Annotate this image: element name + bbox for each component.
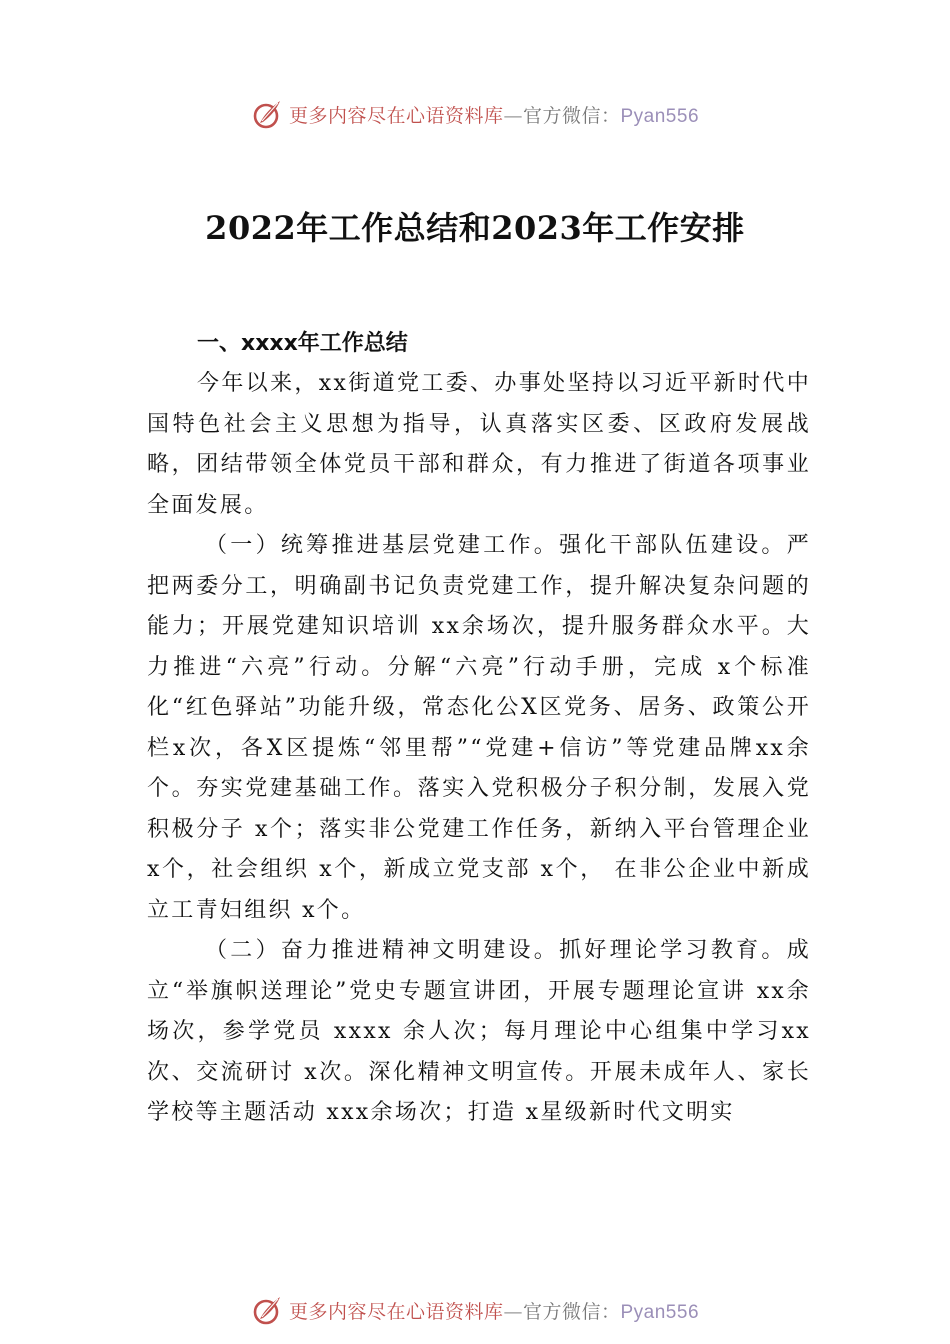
watermark-main: 更多内容尽在心语资料库: [288, 1300, 504, 1323]
section-heading: 一、xxxx年工作总结: [197, 331, 408, 356]
watermark-label: 官方微信：: [522, 104, 621, 127]
quill-seal-logo-icon: [251, 1293, 285, 1327]
document-body: [147, 324, 811, 1134]
body-paragraph-civilization: （二）奋力推进精神文明建设。抓好理论学习教育。成立“举旗帜送理论”党史专题宣讲团，开展专题理论宣讲 xx余场次，参学党员 xxxx 余人次；每月理论中心组集中学习xx次、交流研讨 x次。深化精神文明宣传。开展未成年人、家长学校等主题活动 xxx余场次；打造 x星级新时代文明实: [147, 938, 811, 1125]
watermark-dash: —: [503, 1300, 523, 1323]
quill-seal-logo-icon: [251, 97, 285, 131]
watermark-dash: —: [503, 104, 523, 127]
watermark-main: 更多内容尽在心语资料库: [288, 104, 504, 127]
body-paragraph-intro: 今年以来，xx街道党工委、办事处坚持以习近平新时代中国特色社会主义思想为指导，认真落实区委、区政府发展战略，团结带领全体党员干部和群众，有力推进了街道各项事业全面发展。: [147, 371, 811, 518]
watermark-wechat-id: Pyan556: [620, 1301, 700, 1323]
watermark-label: 官方微信：: [522, 1300, 621, 1323]
header-watermark-banner: [0, 94, 950, 134]
watermark-wechat-id: Pyan556: [620, 105, 700, 127]
document-title: 2022年工作总结和2023年工作安排: [205, 209, 745, 247]
footer-watermark-banner: [0, 1290, 950, 1330]
watermark-text: [289, 1297, 699, 1324]
body-paragraph-party-building: （一）统筹推进基层党建工作。强化干部队伍建设。严把两委分工，明确副书记负责党建工作，提升解决复杂问题的能力；开展党建知识培训 xx余场次，提升服务群众水平。大力推进“六亮”行动。分解“六亮”行动手册，完成 x个标准化“红色驿站”功能升级，常态化公X区党务、居务、政策公开栏x次，各X区提炼“邻里帮”“党建+信访”等党建品牌xx余个。夯实党建基础工作。落实入党积极分子积分制，发展入党积极分子 x个；落实非公党建工作任务，新纳入平台管理企业 x个，社会组织 x个，新成立党支部 x个， 在非公企业中新成立工青妇组织 x个。: [147, 533, 811, 923]
watermark-text: [289, 101, 699, 128]
